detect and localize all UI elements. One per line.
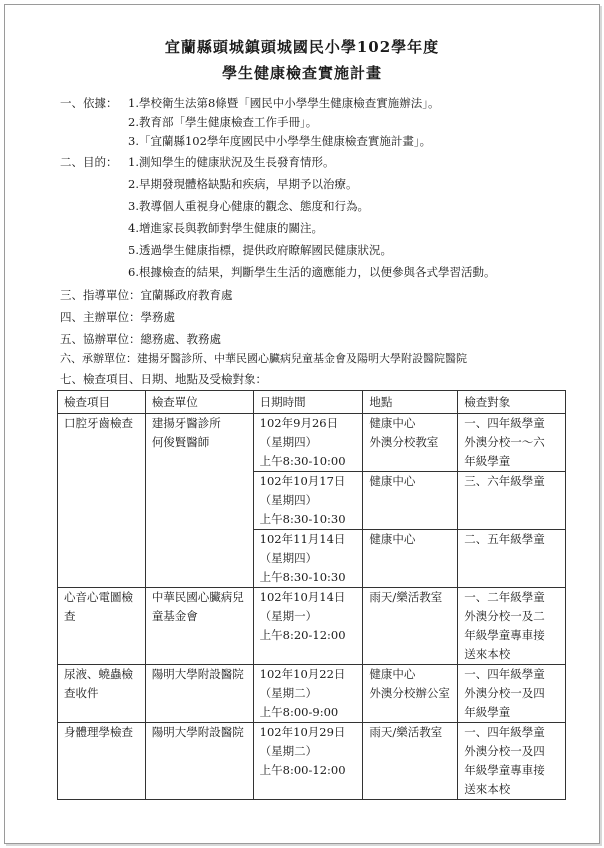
cell-place: 雨天/樂活教室 [363,723,458,800]
cell-target: 三、六年級學童 [458,472,566,530]
cell-item: 心音心電圖檢 查 [58,588,146,665]
header-place: 地點 [363,391,458,414]
table-row [58,414,566,472]
cell-place: 健康中心 [363,472,458,530]
table-row [58,588,566,665]
cell-item: 身體理學檢查 [58,723,146,800]
purpose-item: 5.透過學生健康指標，提供政府瞭解國民健康狀況。 [128,243,392,257]
cell-unit: 陽明大學附設醫院 [145,665,253,723]
cell-item: 口腔牙齒檢查 [58,414,146,588]
cell-item: 尿液、蟯蟲檢 查收件 [58,665,146,723]
exam-schedule-table [57,390,566,800]
section-items-heading: 七、檢查項目、日期、地點及受檢對象： [60,372,267,386]
header-unit: 檢查單位 [145,391,253,414]
purpose-item: 1.測知學生的健康狀況及生長發育情形。 [128,155,335,169]
cell-unit: 建揚牙醫診所 何俊賢醫師 [145,414,253,588]
basis-item: 1.學校衛生法第8條暨「國民中小學學生健康檢查實施辦法」。 [128,96,440,110]
purpose-item: 4.增進家長與教師對學生健康的關注。 [128,221,323,235]
cell-target: 一、四年級學童 外澳分校一及四 年級學童 [458,665,566,723]
table-row [58,665,566,723]
document-subtitle: 學生健康檢查實施計畫 [221,64,382,82]
cell-target: 一、四年級學童 外澳分校一～六 年級學童 [458,414,566,472]
purpose-item: 2.早期發現體格缺點和疾病，早期予以治療。 [128,177,358,191]
section-basis-label: 一、依據： [60,96,118,110]
section-purpose-label: 二、目的： [60,155,118,169]
cell-time: 102年10月22日 （星期二） 上午8:00-9:00 [253,665,363,723]
cell-time: 102年9月26日 （星期四） 上午8:30-10:00 [253,414,363,472]
basis-item: 2.教育部「學生健康檢查工作手冊」。 [128,115,318,129]
section-guiding-unit: 三、指導單位：宜蘭縣政府教育處 [60,288,233,302]
cell-place: 雨天/樂活教室 [363,588,458,665]
table-row [58,723,566,800]
cell-time: 102年10月14日 （星期一） 上午8:20-12:00 [253,588,363,665]
cell-unit: 中華民國心臟病兒 童基金會 [145,588,253,665]
cell-target: 二、五年級學童 [458,530,566,588]
cell-unit: 陽明大學附設醫院 [145,723,253,800]
basis-item: 3.「宜蘭縣102學年度國民中小學學生健康檢查實施計畫」。 [128,134,432,148]
table-header-row [58,391,566,414]
section-organizer-unit: 六、承辦單位：建揚牙醫診所、中華民國心臟病兒童基金會及陽明大學附設醫院醫院 [60,352,467,365]
section-host-unit: 四、主辦單位：學務處 [60,310,175,324]
cell-place: 健康中心 [363,530,458,588]
header-target: 檢查對象 [458,391,566,414]
purpose-item: 6.根據檢查的結果，判斷學生生活的適應能力，以便參與各式學習活動。 [128,265,496,279]
cell-time: 102年10月29日 （星期二） 上午8:00-12:00 [253,723,363,800]
document-title: 宜蘭縣頭城鎮頭城國民小學102學年度 [164,38,440,56]
cell-time: 102年11月14日 （星期四） 上午8:30-10:30 [253,530,363,588]
cell-time: 102年10月17日 （星期四） 上午8:30-10:30 [253,472,363,530]
purpose-item: 3.教導個人重視身心健康的觀念、態度和行為。 [128,199,369,213]
cell-target: 一、二年級學童 外澳分校一及二 年級學童專車接 送來本校 [458,588,566,665]
header-item: 檢查項目 [58,391,146,414]
section-assist-unit: 五、協辦單位：總務處、教務處 [60,332,221,346]
cell-target: 一、四年級學童 外澳分校一及四 年級學童專車接 送來本校 [458,723,566,800]
header-time: 日期時間 [253,391,363,414]
cell-place: 健康中心 外澳分校教室 [363,414,458,472]
cell-place: 健康中心 外澳分校辦公室 [363,665,458,723]
